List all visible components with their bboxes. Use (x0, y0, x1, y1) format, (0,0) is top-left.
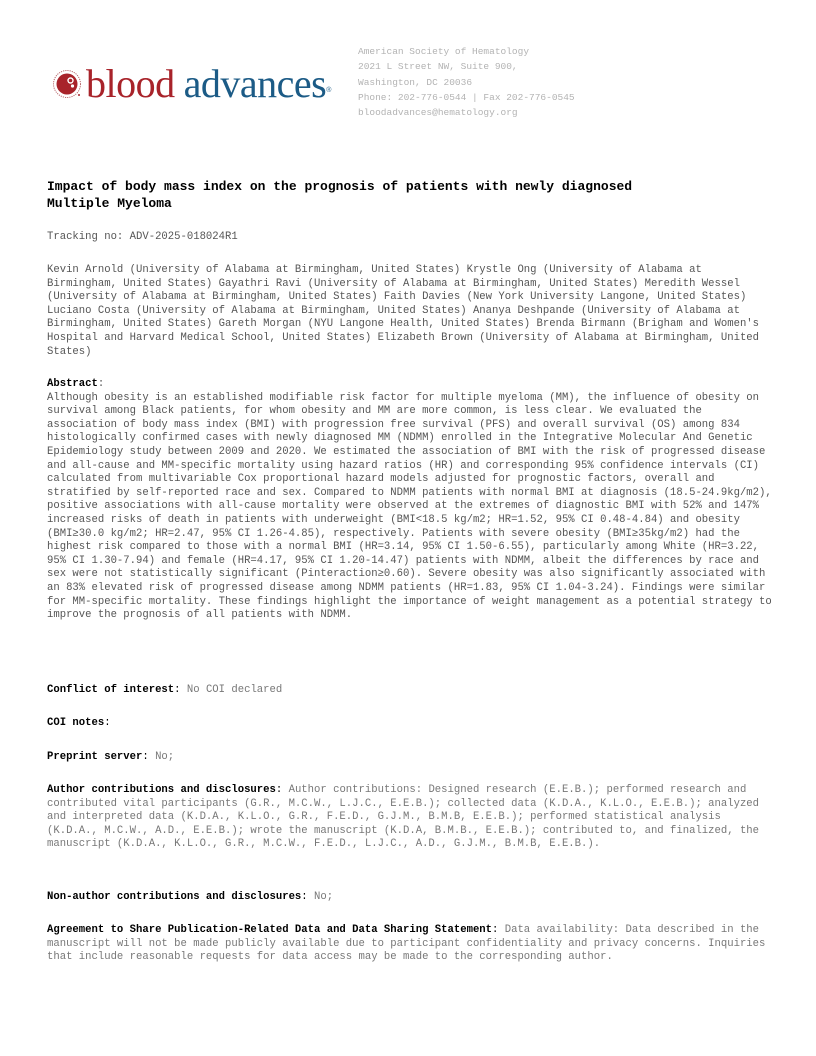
non-author-value: No; (314, 891, 334, 903)
preprint-colon: : (142, 751, 149, 763)
coi-notes-colon: : (104, 717, 111, 729)
tracking-number: Tracking no: ADV-2025-018024R1 (47, 231, 238, 243)
address-line-city: Washington, DC 20036 (358, 76, 473, 88)
data-sharing-label: Agreement to Share Publication-Related Data and Data Sharing Statement (47, 924, 493, 936)
address-line-phone: Phone: 202-776-0544 | Fax 202-776-0545 (358, 91, 575, 103)
ash-seal-icon (52, 69, 82, 99)
non-author-colon: : (301, 891, 308, 903)
article-title-line-1: Impact of body mass index on the prognosis of patients with newly diagnosed (47, 179, 633, 194)
preprint-server (47, 751, 772, 765)
author-contrib-colon: : (275, 784, 283, 796)
data-sharing-colon: : (492, 924, 499, 936)
journal-logo (52, 62, 331, 106)
author-list: Kevin Arnold (University of Alabama at Birmingham, United States) Krystle Ong (University of Alabama at Birmingham, United States) Gayathri Ravi (University of Alabama at Birmingham, United States) Meredith Wessel (University of Alabama at Birmingham, United States) Faith Davies (New York University Langone, United States) Luciano Costa (University of Alabama at Birmingham, United States) Ananya Deshpande (University of Alabama at Birmingham, United States) Gareth Morgan (NYU Langone Health, United States) Brenda Birmann (Brigham and Women's Hospital and Harvard Medical School, United States) Elizabeth Brown (University of Alabama at Birmingham, United States) (47, 264, 760, 358)
address-line-street: 2021 L Street NW, Suite 900, (358, 61, 518, 73)
abstract-colon: : (97, 378, 105, 390)
abstract-label: Abstract (47, 378, 98, 390)
author-contrib-label: Author contributions and disclosures (47, 784, 276, 796)
data-sharing-statement (47, 924, 772, 965)
coi-value: No COI declared (186, 684, 283, 696)
coi-notes-label: COI notes (47, 717, 105, 729)
logo-word-advances: advances (183, 61, 327, 106)
preprint-value: No; (155, 751, 175, 763)
author-contrib-value: Author contributions: Designed research (E.E.B.); performed research and contributed vital participants (G.R., M.C.W., L.J.C., E.E.B.); collected data (K.D.A., K.L.O., E.E.B.); analyzed and interpreted data (K.D.A., K.L.O., G.R., F.E.D., G.J.M., B.M.B, E.E.B.); performed statistical analysis (K.D.A., M.C.W., A.D., E.E.B.); wrote the manuscript (K.D.A, B.M.B., E.E.B.); contributed to, and finalized, the manuscript (K.D.A., K.L.O., G.R., M.C.W., F.E.D., L.J.C., A.D., G.J.M., B.M.B, E.E.B.). (47, 784, 760, 851)
author-contributions (47, 784, 772, 852)
coi-label: Conflict of interest (47, 684, 175, 696)
logo-word-blood: blood (86, 61, 175, 106)
coi-colon: : (174, 684, 181, 696)
preprint-label: Preprint server (47, 751, 143, 763)
address-line-email[interactable]: bloodadvances@hematology.org (358, 107, 518, 119)
article-title (47, 178, 767, 212)
registered-mark: ® (326, 86, 332, 94)
conflict-of-interest (47, 684, 772, 698)
non-author-contributions (47, 891, 772, 905)
publisher-address (358, 44, 575, 120)
non-author-label: Non-author contributions and disclosures (47, 891, 302, 903)
coi-notes (47, 717, 772, 731)
article-title-line-2: Multiple Myeloma (47, 196, 172, 211)
abstract-section (47, 378, 772, 623)
address-line-org: American Society of Hematology (358, 46, 530, 57)
data-sharing-value: Data availability: Data described in the manuscript will not be made publicly available due to participant confidentiality and privacy concerns. Inquiries that include reasonable requests for data access may be made to the corresponding author. (47, 924, 766, 964)
abstract-text: Although obesity is an established modifiable risk factor for multiple myeloma (MM), the influence of obesity on survival among Black patients, for whom obesity and MM are more common, is less clear. We evaluated the association of body mass index (BMI) with progression free survival (PFS) and overall survival (OS) among 834 histologically confirmed cases with newly diagnosed MM (NDMM) enrolled in the Integrative Molecular And Genetic Epidemiology study between 2009 and 2020. We estimated the association of BMI with the risk of progressed disease and all-cause and MM-specific mortality using hazard ratios (HR) and corresponding 95% confidence intervals (CI) calculated from multivariable Cox proportional hazard models adjusted for prognostic factors, overall and stratified by self-reported race and sex. Compared to NDMM patients with normal BMI at diagnosis (18.5-24.9kg/m2), positive associations with all-cause mortality were observed at the extremes of diagnostic BMI with 52% and 147% increased risks of death in patients with underweight (BMI<18.5 kg/m2; HR=1.52, 95% CI 0.48-4.84) and obesity (BMI≥30.0 kg/m2; HR=2.47, 95% CI 1.26-4.85), respectively. Patients with severe obesity (BMI≥35kg/m2) had the highest risk compared to those with a normal BMI (HR=3.14, 95% CI 1.50-6.55), particularly among White (HR=3.22, 95% CI 1.30-7.94) and female (HR=4.17, 95% CI 1.20-14.47) patients with NDMM, albeit the differences by race and sex were not statistically significant (Pinteraction≥0.60). Severe obesity was also significantly associated with an 83% elevated risk of progressed disease among NDMM patients (HR=1.83, 95% CI 1.04-3.24). Findings were similar for MM-specific mortality. These findings highlight the importance of weight management as a potential strategy to improve the prognosis of all patients with NDMM. (47, 391, 772, 622)
